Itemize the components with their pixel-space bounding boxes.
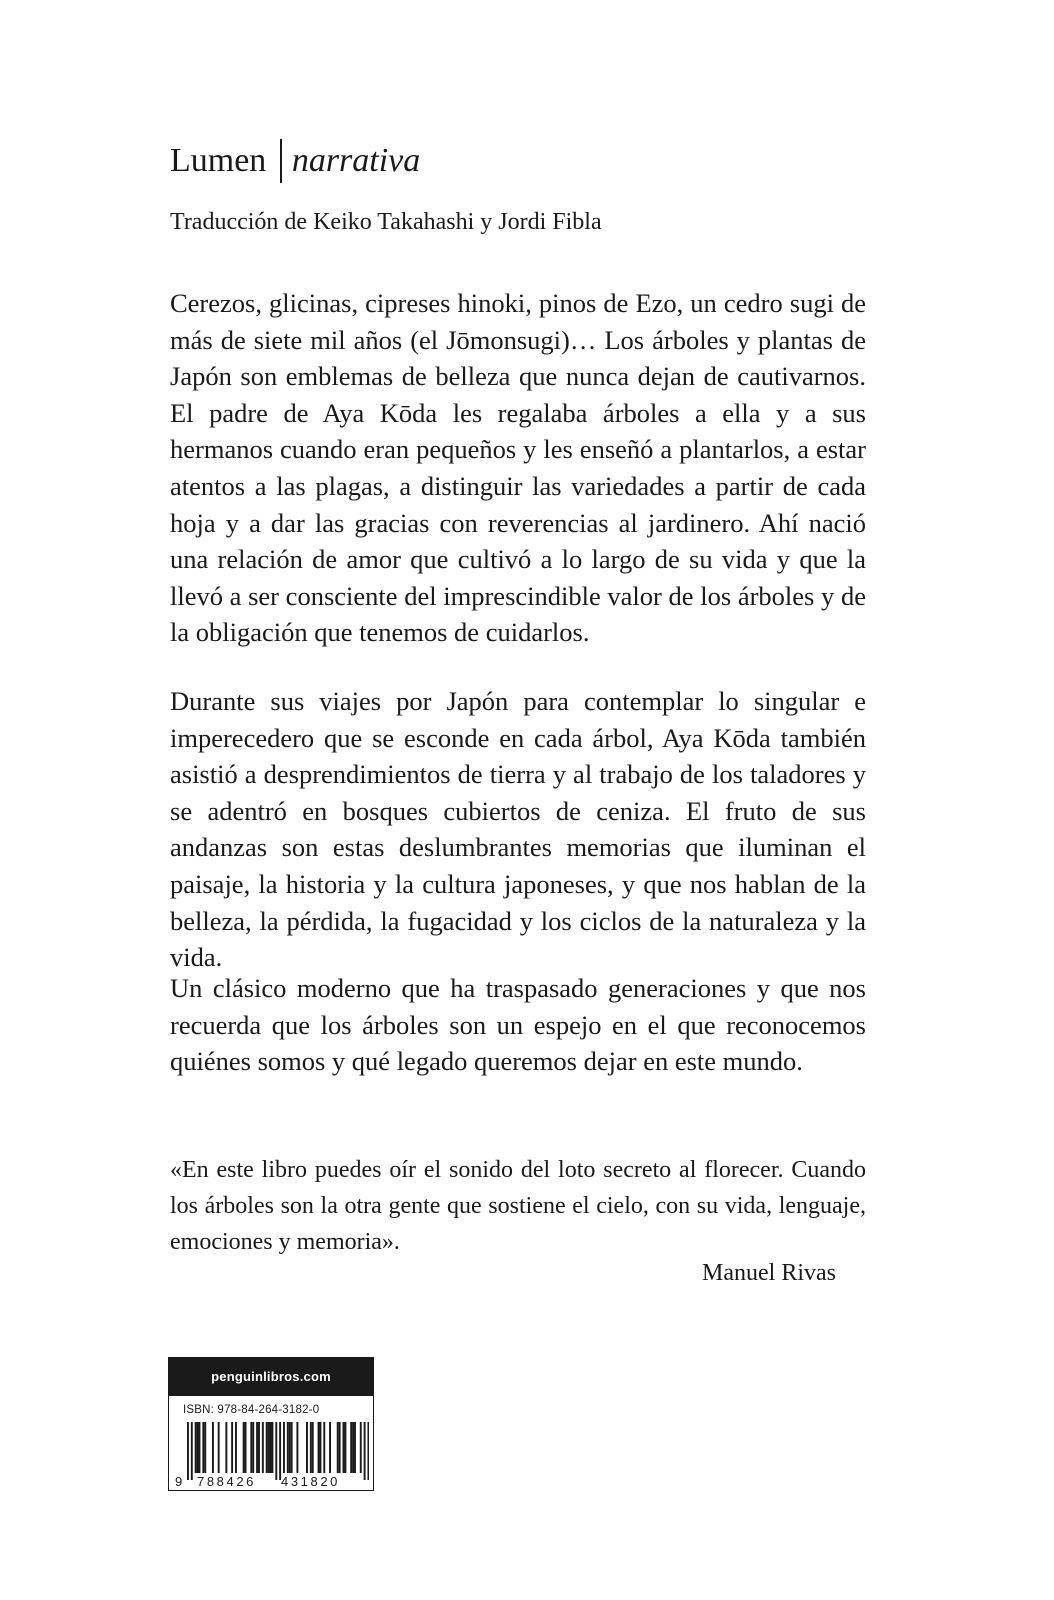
barcode-bar xyxy=(250,1422,252,1473)
isbn-label: ISBN: 978-84-264-3182-0 xyxy=(183,1404,320,1416)
barcode-bar xyxy=(199,1422,201,1473)
description-paragraph-3: Un clásico moderno que ha traspasado generaciones y que nos recuerda que los árboles son un espejo en el que reconocemos quiénes somos y qué legado queremos dejar en este mundo. xyxy=(170,973,866,1077)
barcode-bar xyxy=(191,1422,193,1480)
barcode-bar xyxy=(337,1422,339,1473)
barcode xyxy=(173,1422,369,1488)
barcode-bar xyxy=(367,1422,369,1480)
barcode-bar xyxy=(291,1422,293,1473)
barcode-bar xyxy=(268,1422,270,1473)
barcode-bar xyxy=(235,1422,237,1473)
barcode-bar xyxy=(197,1422,199,1473)
barcode-bar xyxy=(296,1422,298,1473)
barcode-bar xyxy=(323,1422,325,1473)
barcode-bar xyxy=(202,1422,204,1473)
barcode-bar xyxy=(354,1422,356,1473)
description-paragraph-2: Durante sus viajes por Japón para contemplar lo singular e imperecedero que se esconde en cada árbol, Aya Kōda también asistió a desprendimientos de tierra y al trabajo de los taladores y se adentró en bosques cubiertos de ceniza. El fruto de sus andanzas son estas deslumbrantes memorias que iluminan el paisaje, la historia y la cultura japoneses, y que nos hablan de la belleza, la pérdida, la fugacidad y los ciclos de la naturaleza y la vida. xyxy=(170,686,866,973)
barcode-bar xyxy=(256,1422,258,1473)
barcode-bar xyxy=(279,1422,281,1480)
barcode-bar xyxy=(350,1422,352,1473)
barcode-bar xyxy=(283,1422,285,1473)
barcode-bar xyxy=(352,1422,354,1473)
barcode-bar xyxy=(329,1422,331,1473)
isbn-box xyxy=(168,1357,374,1491)
barcode-bar xyxy=(204,1422,206,1473)
barcode-bar xyxy=(187,1422,189,1480)
barcode-bar xyxy=(195,1422,197,1473)
barcode-bar xyxy=(245,1422,247,1473)
description-paragraph-1: Cerezos, glicinas, cipreses hinoki, pinos de Ezo, un cedro sugi de más de siete mil años (el Jōmonsugi)… Los árboles y plantas de Japón son emblemas de belleza que nunca dejan de cautivarnos. El padre de Aya Kōda les regalaba árboles a ella y a sus hermanos cuando eran pequeños y les enseñó a plantarlos, a estar atentos a las plagas, a distinguir las variedades a partir de cada hoja y a dar las gracias con reverencias al jardinero. Ahí nació una relación de amor que cultivó a lo largo de su vida y que la llevó a ser consciente del imprescindible valor de los árboles y de la obligación que tenemos de cuidarlos. xyxy=(170,288,866,648)
barcode-bar xyxy=(344,1422,346,1473)
barcode-bar xyxy=(271,1422,273,1473)
barcode-bar xyxy=(318,1422,320,1473)
barcode-bar xyxy=(364,1422,366,1480)
barcode-bar xyxy=(218,1422,220,1473)
barcode-bar xyxy=(339,1422,341,1473)
barcode-bar xyxy=(212,1422,214,1473)
barcode-bar xyxy=(231,1422,233,1473)
barcode-right-digits: 431820 xyxy=(281,1474,340,1488)
barcode-bar xyxy=(287,1422,289,1473)
translation-credit: Traducción de Keiko Takahashi y Jordi Fibla xyxy=(170,209,602,235)
imprint xyxy=(170,138,420,184)
website-label: penguinlibros.com xyxy=(169,1358,373,1396)
barcode-bar xyxy=(262,1422,264,1473)
barcode-bar xyxy=(289,1422,291,1473)
barcode-bar xyxy=(343,1422,345,1473)
blurb-quote: «En este libro puedes oír el sonido del loto secreto al florecer. Cuando los árboles son la otra gente que sostiene el cielo, con su vida, lenguaje, emociones y memoria». xyxy=(170,1157,866,1255)
barcode-bar xyxy=(266,1422,268,1473)
imprint-divider xyxy=(280,139,282,183)
barcode-first-digit: 9 xyxy=(175,1474,183,1488)
barcode-bar xyxy=(225,1422,227,1473)
publisher-name: Lumen xyxy=(170,142,267,179)
barcode-bar xyxy=(319,1422,321,1473)
barcode-bar xyxy=(312,1422,314,1473)
barcode-bar xyxy=(258,1422,260,1473)
barcode-bar xyxy=(275,1422,277,1480)
barcode-bar xyxy=(306,1422,308,1473)
collection-name: narrativa xyxy=(291,142,421,179)
barcode-bar xyxy=(310,1422,312,1473)
barcode-bar xyxy=(360,1422,362,1473)
barcode-bar xyxy=(252,1422,254,1473)
blurb-author: Manuel Rivas xyxy=(702,1260,836,1286)
barcode-bar xyxy=(243,1422,245,1473)
barcode-bar xyxy=(270,1422,272,1473)
barcode-left-digits: 788426 xyxy=(197,1474,256,1488)
